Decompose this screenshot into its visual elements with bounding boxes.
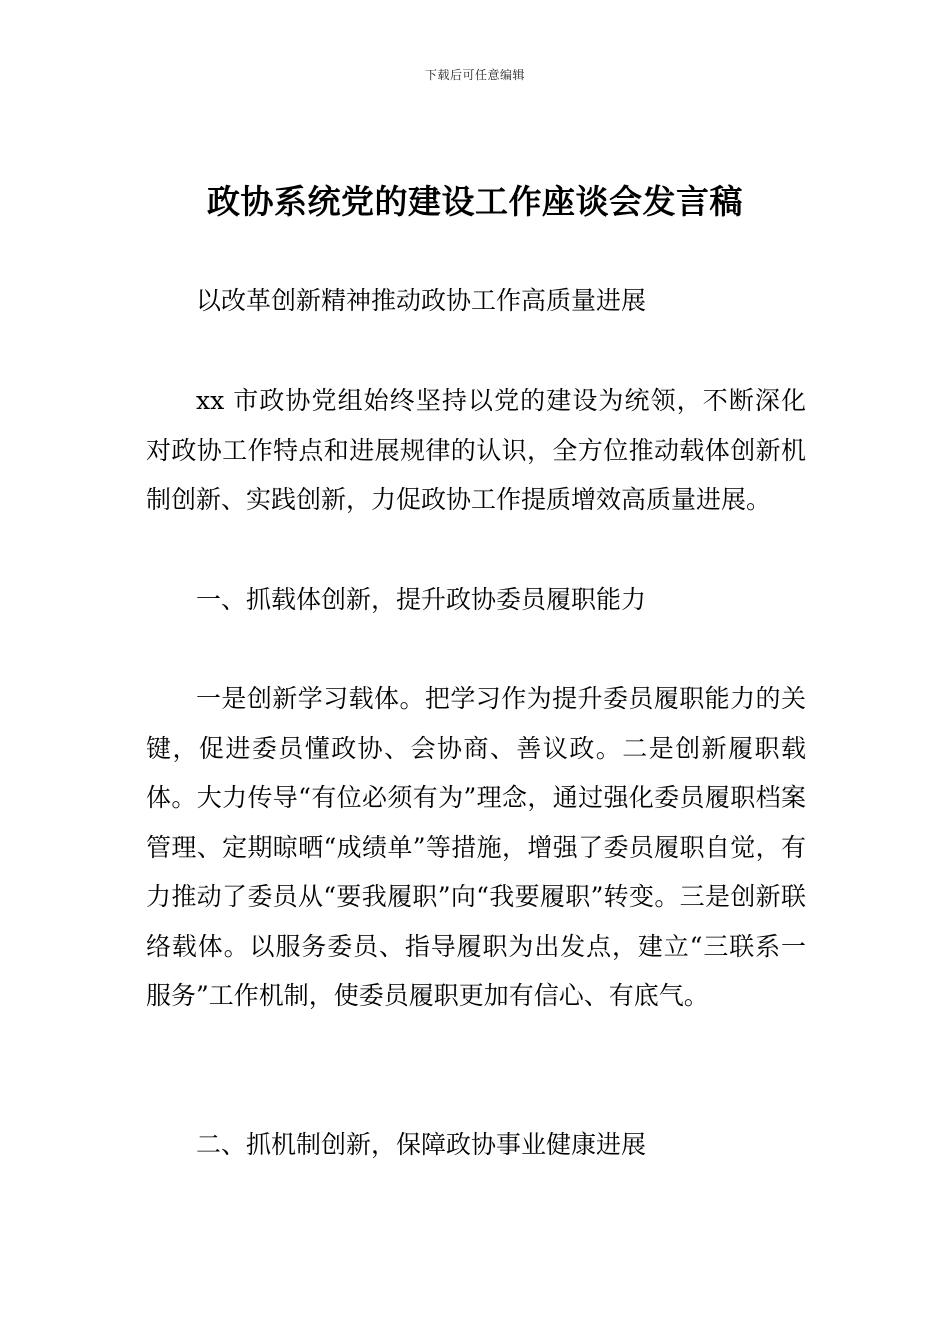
section-2-heading-text: 二、抓机制创新，保障政协事业健康进展 bbox=[196, 1130, 647, 1159]
intro-paragraph bbox=[146, 376, 806, 525]
subtitle-text: 以改革创新精神推动政协工作高质量进展 bbox=[196, 286, 647, 315]
section-1-paragraph bbox=[146, 674, 806, 1021]
document-subtitle bbox=[146, 276, 806, 326]
section-2-heading bbox=[146, 1120, 806, 1170]
header-note: 下载后可任意编辑 bbox=[424, 68, 525, 82]
section-1-heading-text: 一、抓载体创新，提升政协委员履职能力 bbox=[196, 585, 647, 614]
section-1-heading bbox=[146, 575, 806, 625]
section-1-paragraph-text: 一是创新学习载体。把学习作为提升委员履职能力的关键，促进委员懂政协、会协商、善议政。二是创新履职载体。大力传导“有位必须有为”理念，通过强化委员履职档案管理、定期晾晒“成绩单”等措施，增强了委员履职自觉，有力推动了委员从“要我履职”向“我要履职”转变。三是创新联络载体。以服务委员、指导履职为出发点，建立“三联系一服务”工作机制，使委员履职更加有信心、有底气。 bbox=[146, 684, 806, 1010]
intro-paragraph-text: xx 市政协党组始终坚持以党的建设为统领，不断深化对政协工作特点和进展规律的认识，全方位推动载体创新机制创新、实践创新，力促政协工作提质增效高质量进展。 bbox=[146, 386, 806, 514]
document-title: 政协系统党的建设工作座谈会发言稿 bbox=[207, 182, 743, 221]
